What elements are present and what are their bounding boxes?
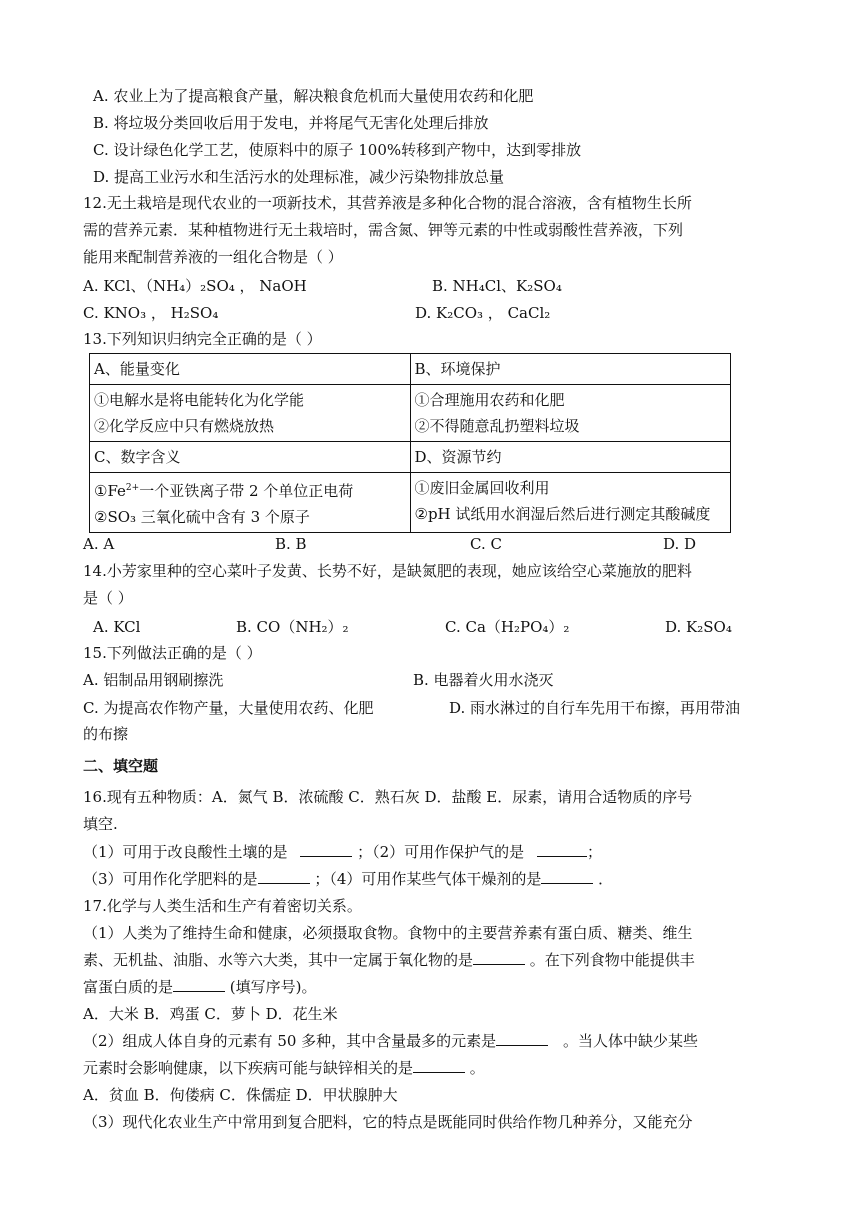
table-c-item-2: ②SO₃ 三氧化硫中含有 3 个原子 bbox=[94, 508, 310, 526]
q17-part1-line2: 素、无机盐、油脂、水等六大类，其中一定属于氧化物的是 。在下列食物中能提供丰 bbox=[83, 951, 695, 969]
q15-option-b[interactable]: B. 电器着火用水浇灭 bbox=[413, 671, 554, 689]
q16-blank-2[interactable] bbox=[537, 842, 587, 857]
q17-blank-element[interactable] bbox=[496, 1031, 548, 1046]
q11-option-c[interactable]: C. 设计绿色化学工艺，使原料中的原子 100%转移到产物中，达到零排放 bbox=[93, 141, 582, 159]
q13-option-b[interactable]: B. B bbox=[275, 535, 307, 553]
q16-stem-line2: 填空. bbox=[83, 815, 118, 833]
q14-option-b[interactable]: B. CO（NH₂）₂ bbox=[236, 618, 349, 636]
table-cell-d-body bbox=[410, 473, 731, 533]
q13-knowledge-table bbox=[89, 353, 731, 533]
q16-stem-line1: 16.现有五种物质：A．氮气 B．浓硫酸 C．熟石灰 D．盐酸 E．尿素，请用合适物质的序号 bbox=[83, 788, 693, 806]
q17-blank-zinc[interactable] bbox=[413, 1058, 465, 1073]
table-a-item-1: ①电解水是将电能转化为化学能 bbox=[94, 391, 305, 409]
table-cell-b-body bbox=[410, 385, 731, 442]
q12-option-c[interactable]: C. KNO₃ ， H₂SO₄ bbox=[83, 304, 219, 322]
table-c-item-1: $①Fe^{2+}$一个亚铁离子带 2 个单位正电荷 bbox=[94, 482, 354, 500]
q17-part2-line2: 元素时会影响健康，以下疾病可能与缺锌相关的是 。 bbox=[83, 1059, 485, 1077]
table-cell-d-head: D、资源节约 bbox=[410, 442, 731, 473]
table-d-item-1: ①废旧金属回收利用 bbox=[414, 479, 550, 497]
q14-option-a[interactable]: A. KCl bbox=[93, 618, 141, 636]
table-d-item-2: ②pH 试纸用水润湿后然后进行测定其酸碱度 bbox=[414, 505, 711, 523]
q11-option-d[interactable]: D. 提高工业污水和生活污水的处理标准，减少污染物排放总量 bbox=[93, 168, 505, 186]
q16-blank-4[interactable] bbox=[541, 869, 593, 884]
q11-option-b[interactable]: B. 将垃圾分类回收后用于发电，并将尾气无害化处理后排放 bbox=[93, 114, 489, 132]
q13-option-d[interactable]: D. D bbox=[663, 535, 697, 553]
q16-part1-label: （1）可用于改良酸性土壤的是 bbox=[83, 843, 288, 861]
q16-line-parts-3-4: （3）可用作化学肥料的是 ；（4）可用作某些气体干燥剂的是 ． bbox=[83, 870, 614, 888]
q17-disease-options[interactable]: A．贫血 B．佝偻病 C．侏儒症 D．甲状腺肿大 bbox=[83, 1086, 398, 1104]
q14-option-c[interactable]: C. Ca（H₂PO₄）₂ bbox=[445, 618, 570, 636]
table-cell-a-head: A、能量变化 bbox=[90, 354, 411, 385]
q13-stem: 13.下列知识归纳完全正确的是（ ） bbox=[83, 330, 322, 348]
q15-option-d-line2: 的布擦 bbox=[83, 725, 129, 743]
section-heading-fill-blank: 二、填空题 bbox=[83, 757, 159, 775]
q16-line-parts-1-2: （1）可用于改良酸性土壤的是 ；（2）可用作保护气的是 ； bbox=[83, 843, 602, 861]
q15-option-d-line1[interactable]: D. 雨水淋过的自行车先用干布擦，再用带油 bbox=[449, 699, 741, 717]
q14-stem-line2: 是（ ） bbox=[83, 589, 133, 607]
q13-option-a[interactable]: A. A bbox=[83, 535, 115, 553]
q16-part4-label: ；（4）可用作某些气体干燥剂的是 bbox=[314, 870, 542, 888]
q17-part2-line1: （2）组成人体自身的元素有 50 多种，其中含量最多的元素是 。当人体中缺少某些 bbox=[83, 1032, 698, 1050]
q15-stem: 15.下列做法正确的是（ ） bbox=[83, 644, 262, 662]
table-a-item-2: ②化学反应中只有燃烧放热 bbox=[94, 417, 275, 435]
q17-part1-line1: （1）人类为了维持生命和健康，必须摄取食物。食物中的主要营养素有蛋白质、糖类、维生 bbox=[83, 924, 693, 942]
table-cell-c-body bbox=[90, 473, 411, 533]
q12-option-b[interactable]: B. NH₄Cl、K₂SO₄ bbox=[432, 277, 562, 295]
table-cell-c-head: C、数字含义 bbox=[90, 442, 411, 473]
table-b-item-1: ①合理施用农药和化肥 bbox=[414, 391, 565, 409]
table-cell-a-body bbox=[90, 385, 411, 442]
table-b-item-2: ②不得随意乱扔塑料垃圾 bbox=[414, 417, 580, 435]
q17-stem: 17.化学与人类生活和生产有着密切关系。 bbox=[83, 897, 362, 915]
table-cell-b-head: B、环境保护 bbox=[410, 354, 731, 385]
q17-food-options[interactable]: A．大米 B．鸡蛋 C．萝卜 D．花生米 bbox=[83, 1005, 338, 1023]
q12-option-d[interactable]: D. K₂CO₃ ， CaCl₂ bbox=[415, 304, 551, 322]
q13-option-c[interactable]: C. C bbox=[470, 535, 502, 553]
q11-option-a[interactable]: A. 农业上为了提高粮食产量，解决粮食危机而大量使用农药和化肥 bbox=[93, 87, 534, 105]
q17-blank-protein[interactable] bbox=[173, 977, 225, 992]
q14-stem-line1: 14.小芳家里种的空心菜叶子发黄、长势不好，是缺氮肥的表现，她应该给空心菜施放的肥料 bbox=[83, 562, 692, 580]
q17-part1-line3: 富蛋白质的是 (填写序号)。 bbox=[83, 978, 317, 996]
q17-part3-line1: （3）现代化农业生产中常用到复合肥料，它的特点是既能同时供给作物几种养分，又能充分 bbox=[83, 1113, 693, 1131]
q15-option-a[interactable]: A. 铝制品用钢刷擦洗 bbox=[83, 671, 224, 689]
q12-stem-line1: 12.无土栽培是现代农业的一项新技术，其营养液是多种化合物的混合溶液，含有植物生长所 bbox=[83, 194, 692, 212]
q16-part3-label: （3）可用作化学肥料的是 bbox=[83, 870, 258, 888]
q16-part2-label: ；（2）可用作保护气的是 bbox=[357, 843, 525, 861]
q16-blank-3[interactable] bbox=[258, 869, 310, 884]
q17-blank-oxide[interactable] bbox=[473, 950, 525, 965]
q15-option-c[interactable]: C. 为提高农作物产量，大量使用农药、化肥 bbox=[83, 699, 374, 717]
q12-option-a[interactable]: A. KCl、（NH₄）₂SO₄ ， NaOH bbox=[83, 277, 307, 295]
q12-stem-line2: 需的营养元素．某种植物进行无土栽培时，需含氮、钾等元素的中性或弱酸性营养液，下列 bbox=[83, 221, 684, 239]
q16-blank-1[interactable] bbox=[300, 842, 352, 857]
q12-stem-line3: 能用来配制营养液的一组化合物是（ ） bbox=[83, 248, 343, 266]
q14-option-d[interactable]: D. K₂SO₄ bbox=[665, 618, 732, 636]
